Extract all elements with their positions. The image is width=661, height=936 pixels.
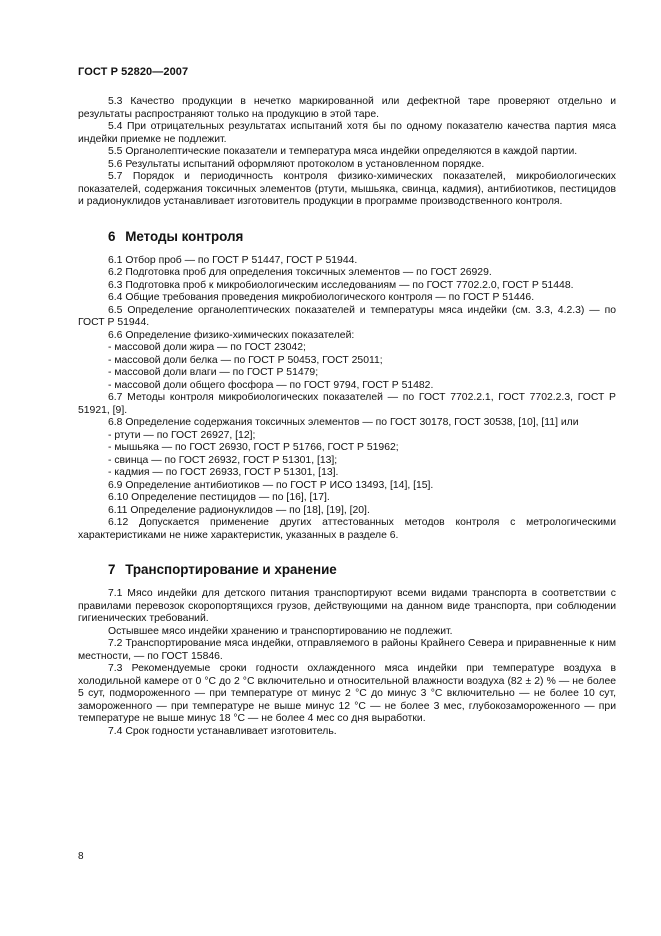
paragraph-5-6: 5.6 Результаты испытаний оформляют протоколом в установленном порядке. (108, 158, 485, 170)
paragraph-6-3: 6.3 Подготовка проб к микробиологическим исследованиям — по ГОСТ 7702.2.0, ГОСТ Р 51448. (108, 279, 574, 291)
section-6-title: Методы контроля (125, 228, 244, 244)
paragraph-7-4: 7.4 Срок годности устанавливает изготовитель. (108, 725, 337, 737)
paragraph-6-6: 6.6 Определение физико-химических показателей: (108, 329, 355, 341)
paragraph-7-2: 7.2 Транспортирование мяса индейки, отправляемого в районы Крайнего Севера и приравненные к ним местности, — по ГОСТ 15846. (78, 638, 616, 662)
paragraph-5-4: 5.4 При отрицательных результатах испытаний хотя бы по одному показателю качества партия мяса индейки приемке не подлежит. (78, 121, 616, 145)
section-7-heading (78, 562, 616, 578)
list-item: - массовой доли общего фосфора — по ГОСТ 9794, ГОСТ Р 51482. (108, 379, 434, 391)
list-item: - свинца — по ГОСТ 26932, ГОСТ Р 51301, [13]; (108, 454, 338, 466)
section-7-title: Транспортирование и хранение (125, 562, 337, 577)
paragraph-6-5: 6.5 Определение органолептических показателей и температуры мяса индейки (см. 3.3, 4.2.3) — по ГОСТ Р 51944. (78, 304, 616, 328)
list-item: - массовой доли жира — по ГОСТ 23042; (108, 342, 306, 353)
paragraph-6-12: 6.12 Допускается применение других аттестованных методов контроля с метрологическими характеристиками не ниже характеристик, указанных в разделе 6. (78, 517, 616, 541)
section-7-number: 7 (108, 562, 116, 577)
paragraph-6-11: 6.11 Определение радионуклидов — по [18], [19], [20]. (108, 504, 370, 516)
paragraph-6-1: 6.1 Отбор проб — по ГОСТ Р 51447, ГОСТ Р 51944. (108, 254, 358, 266)
paragraph-5-3: 5.3 Качество продукции в нечетко маркированной или дефектной таре проверяют отдельно и результаты распространяют только на продукцию в этой таре. (78, 96, 616, 120)
list-item: - мышьяка — по ГОСТ 26930, ГОСТ Р 51766, ГОСТ Р 51962; (108, 442, 399, 453)
paragraph-7-1: 7.1 Мясо индейки для детского питания транспортируют всеми видами транспорта в соответствии с правилами перевозок скоропортящихся грузов, действующими на данном виде транспорта, при соблюдении гигиенических требований. (78, 588, 616, 624)
section-6-heading (78, 229, 616, 245)
paragraph-6-8: 6.8 Определение содержания токсичных элементов — по ГОСТ 30178, ГОСТ 30538, [10], [11] или (108, 417, 579, 428)
list-item: - массовой доли белка — по ГОСТ Р 50453, ГОСТ 25011; (108, 354, 383, 366)
paragraph-6-9: 6.9 Определение антибиотиков — по ГОСТ Р ИСО 13493, [14], [15]. (108, 479, 434, 491)
paragraph-6-4: 6.4 Общие требования проведения микробиологического контроля — по ГОСТ Р 51446. (108, 292, 535, 303)
list-item: - кадмия — по ГОСТ 26933, ГОСТ Р 51301, [13]. (108, 467, 339, 478)
paragraph-7-1-note: Остывшее мясо индейки хранению и транспортированию не подлежит. (108, 625, 453, 637)
paragraph-5-7: 5.7 Порядок и периодичность контроля физико-химических показателей, микробиологических показателей, содержания токсичных элементов (ртути, мышьяка, свинца, кадмия), антибиотиков, пестицидов и радионуклидов устанавливает изготовитель продукции в программе производственного контроля. (78, 171, 616, 207)
paragraph-6-7: 6.7 Методы контроля микробиологических показателей — по ГОСТ 7702.2.1, ГОСТ 7702.2.3, ГОСТ Р 51921, [9]. (78, 392, 616, 416)
paragraph-7-3: 7.3 Рекомендуемые сроки годности охлажденного мяса индейки при температуре воздуха в холодильной камере от 0 °С до 2 °С включительно и относительной влажности воздуха (82 ± 2) % — не более 5 сут, подмороженного — при температуре от минус 2 °С до минус 3 °С включительно — не более 10 сут, замороженного — при температуре не выше минус 12 °С — не более 3 мес, глубокозамороженного — при температуре не выше минус 18 °С — не более 4 мес со дня выработки. (78, 663, 616, 724)
list-item: - массовой доли влаги — по ГОСТ Р 51479; (108, 367, 319, 378)
paragraph-5-5: 5.5 Органолептические показатели и температура мяса индейки определяются в каждой партии. (108, 146, 578, 157)
document-body (78, 96, 616, 738)
paragraph-6-10: 6.10 Определение пестицидов — по [16], [17]. (108, 492, 330, 503)
document-header: ГОСТ Р 52820—2007 (78, 66, 189, 78)
page-number: 8 (78, 851, 84, 862)
list-item: - ртути — по ГОСТ 26927, [12]; (108, 429, 256, 441)
section-6-number: 6 (108, 228, 116, 244)
paragraph-6-2: 6.2 Подготовка проб для определения токсичных элементов — по ГОСТ 26929. (108, 267, 492, 278)
